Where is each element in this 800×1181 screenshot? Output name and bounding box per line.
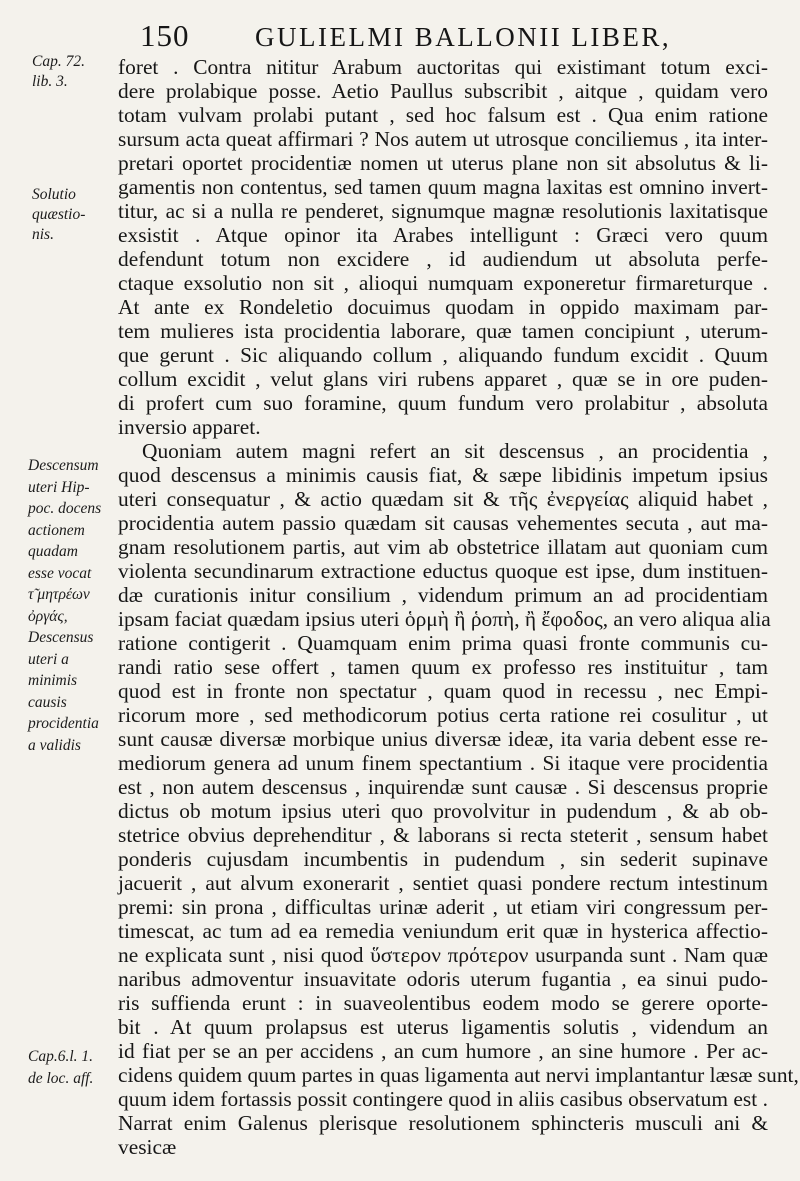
text-line: gnam resolutionem partis, aut vim ab obstetrice illatam aut quoniam cum: [118, 535, 768, 559]
margin-note-line: minimis: [28, 672, 78, 689]
text-line: timescat, ac tum ad ea remedia veniundum erit quæ in hysterica affectio-: [118, 919, 768, 943]
margin-note-line: de loc. aff.: [28, 1070, 94, 1087]
text-line: At ante ex Rondeletio docuimus quodam in oppido maximam par-: [118, 295, 768, 319]
margin-note-line: uteri a: [28, 650, 69, 668]
text-line: dæ curationis initur consilium , videndum primum an ad procidentiam: [118, 583, 768, 607]
text-line: premi: sin prona , difficultas urinæ aderit , ut etiam viri congressum per-: [118, 895, 768, 919]
page-header: [0, 16, 800, 56]
margin-note-chapter-reference: [32, 52, 85, 92]
text-line: titur, ac si a nulla re penderet, signumque magnæ resolutionis laxitatisque: [118, 199, 768, 223]
page-number: 150: [140, 18, 190, 53]
text-line: quum idem fortassis possit contingere quod in aliis casibus observatum est .: [118, 1087, 768, 1111]
margin-note-solutio: [32, 185, 85, 245]
text-line: inversio apparet.: [118, 415, 261, 439]
text-line: randi ratio sese offert , tamen quum ex professo res instituitur , tam: [118, 655, 768, 679]
text-line: ricorum more , sed methodicorum potius certa ratione rei cosulitur , ut: [118, 703, 768, 727]
margin-note-line: actionem: [28, 521, 85, 539]
text-line: ponderis cujusdam incumbentis in pudendum , sin sederit supinave: [118, 847, 768, 871]
margin-note-line: procidentia: [28, 715, 99, 732]
margin-note-line: nis.: [32, 226, 54, 243]
text-line: violenta secundinarum extractione eductus quoque est ipse, dum instituen-: [118, 559, 768, 583]
text-line: dictus ob motum ipsius uteri quo provolvitur in pudendum , & ab ob-: [118, 799, 768, 823]
text-line: foret . Contra nititur Arabum auctoritas qui existimant totum exci-: [118, 55, 768, 79]
text-line: sursum acta queat affirmari ? Nos autem ut utrosque conciliemus , ita inter-: [118, 127, 768, 151]
text-line: di profert cum suo foramine, quum fundum vero prolabitur , absoluta: [118, 391, 768, 415]
text-line: procidentia autem passio quædam sit causas vehementes secuta , aut ma-: [118, 511, 768, 535]
text-line: vesicæ: [118, 1135, 177, 1159]
margin-note-line: Descensus: [28, 629, 94, 646]
margin-note-line: a validis: [28, 736, 81, 754]
text-line: ne explicata sunt , nisi quod ὕστερον πρότερον usurpanda sunt . Nam quæ: [118, 943, 768, 967]
text-line: dere prolabique posse. Aetio Paullus subscribit , aitque , quidam vero: [118, 79, 768, 103]
margin-note-line: Cap. 72.: [32, 53, 85, 70]
margin-note-line: Descensum: [28, 457, 99, 474]
margin-note-line: Cap.6.l. 1.: [28, 1048, 94, 1065]
text-line: pretari oportet procidentiæ nomen ut uterus plane non sit absolutus & li-: [118, 151, 768, 175]
margin-note-descensum: [28, 455, 101, 756]
margin-note-galen-reference: [28, 1046, 93, 1090]
text-line: quod descensus a minimis causis fiat, & sæpe libidinis impetum ipsius: [118, 463, 768, 487]
text-line: Narrat enim Galenus plerisque resolutionem sphincteris musculi ani &: [118, 1111, 768, 1135]
text-line: id fiat per se an per accidens , an cum humore , an sine humore . Per ac-: [118, 1039, 768, 1063]
text-line: sunt causæ diversæ morbique unius diversæ ideæ, ita varia debent esse re-: [118, 727, 768, 751]
margin-note-line: τ̃ μητρέων: [28, 586, 90, 603]
text-line: uteri consequatur , & actio quædam sit & τῆς ἐνεργείας aliquid habet ,: [118, 487, 768, 511]
text-line: que gerunt . Sic aliquando collum , aliquando fundum excidit . Quum: [118, 343, 768, 367]
margin-note-line: esse vocat: [28, 564, 92, 582]
text-line: defendunt totum non excidere , id audiendum ut absoluta perfe-: [118, 247, 768, 271]
text-line: Quoniam autem magni refert an sit descensus , an procidentia ,: [142, 439, 768, 463]
margin-note-line: poc. docens: [28, 500, 102, 517]
text-line: mediorum genera ad unum finem spectantium . Si itaque vere procidentia: [118, 751, 768, 775]
running-title: GULIELMI BALLONII LIBER,: [255, 22, 672, 52]
text-line: tem mulieres ista procidentia laborare, quæ tamen concipiunt , uterum-: [118, 319, 768, 343]
text-line: exsistit . Atque opinor ita Arabes intelligunt : Græci vero quum: [118, 223, 768, 247]
text-line: ris suffienda erunt : in suaveolentibus eodem modo se gerere oporte-: [118, 991, 768, 1015]
text-line: collum excidit , velut glans viri rubens apparet , quæ se in ore puden-: [118, 367, 768, 391]
text-line: stetrice obvius deprehenditur , & laborans si recta steterit , sensum habet: [118, 823, 768, 847]
text-line: naribus admoventur insuavitate odoris uterum fugantia , ea sinui pudo-: [118, 967, 768, 991]
margin-note-line: ὀργάς,: [28, 607, 68, 625]
text-line: ipsam faciat quædam ipsius uteri ὁρμὴ ἢ ῥοπὴ, ἢ ἔφοδος, an vero aliqua alia: [118, 607, 771, 631]
text-line: quod est in fronte non spectatur , quam quod in recessu , nec Empi-: [118, 679, 768, 703]
margin-note-line: lib. 3.: [32, 73, 68, 90]
text-line: bit . At quum prolapsus est uterus ligamentis solutis , videndum an: [118, 1015, 768, 1039]
margin-note-line: Solutio: [32, 186, 76, 203]
margin-note-line: quadam: [28, 543, 78, 560]
text-line: gamentis non contentus, sed tamen quum magna laxitas est omnino invert-: [118, 175, 768, 199]
text-line: cidens quidem quum partes in quas ligamenta aut nervi implantantur læsæ sunt,: [118, 1063, 799, 1087]
text-line: totam vulvam prolabi putant , sed hoc falsum est . Qua enim ratione: [118, 103, 768, 127]
text-line: ratione contigerit . Quamquam enim prima quasi fronte communis cu-: [118, 631, 768, 655]
text-line: ctaque exsolutio non sit , alioqui numquam exponeretur firmareturque .: [118, 271, 768, 295]
text-line: jacuerit , aut alvum exonerarit , sentiet quasi pondere rectum intestinum: [118, 871, 768, 895]
margin-note-line: causis: [28, 693, 67, 711]
margin-note-line: uteri Hip-: [28, 478, 90, 496]
text-line: est , non autem descensus , inquirendæ sunt causæ . Si descensus proprie: [118, 775, 768, 799]
margin-note-line: quæstio-: [32, 206, 86, 223]
catchword: [690, 1157, 768, 1181]
